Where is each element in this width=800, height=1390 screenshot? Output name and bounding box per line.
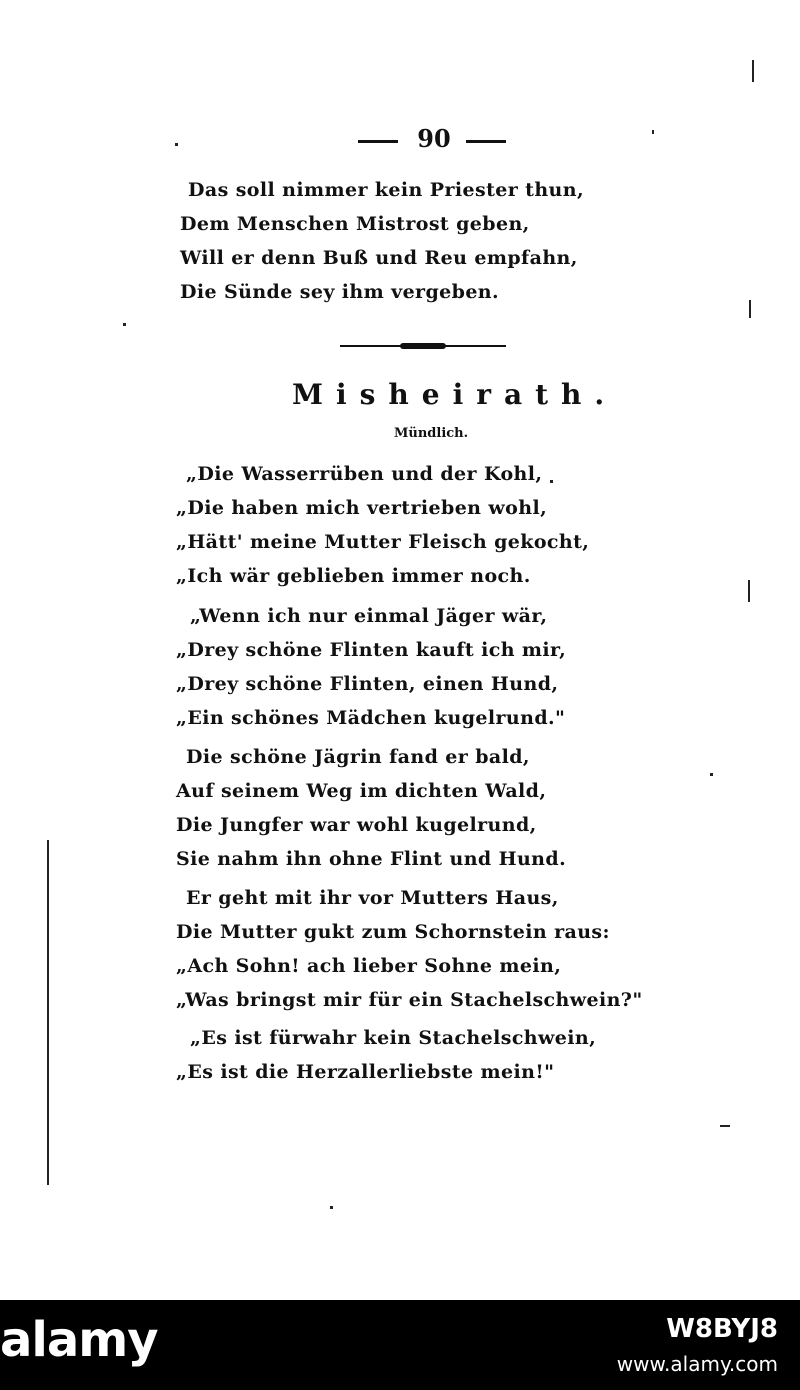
scan-speck (752, 60, 754, 82)
verse-line: „Wenn ich nur einmal Jäger wär, (190, 605, 548, 627)
scan-edge-line (47, 840, 49, 1185)
verse-line: Die Jungfer war wohl kugelrund, (176, 814, 537, 836)
verse-line: Sie nahm ihn ohne Flint und Hund. (176, 848, 567, 870)
page-header (0, 124, 800, 164)
verse-line: Dem Menschen Mistrost geben, (180, 213, 530, 235)
scan-speck (720, 1125, 730, 1127)
watermark-site: www.alamy.com (616, 1352, 778, 1376)
scan-speck (749, 300, 751, 318)
scan-speck (710, 773, 713, 776)
verse-line: „Ein schönes Mädchen kugelrund." (176, 707, 566, 729)
scan-speck (175, 143, 178, 146)
watermark-bar (0, 1300, 800, 1390)
verse-line: „Es ist fürwahr kein Stachelschwein, (190, 1027, 597, 1049)
scan-speck (550, 480, 553, 483)
poem-subtitle: Mündlich. (394, 426, 469, 441)
verse-line: „Ach Sohn! ach lieber Sohne mein, (176, 955, 562, 977)
header-dash-left (358, 140, 398, 143)
verse-line: „Ich wär geblieben immer noch. (176, 565, 531, 587)
page-number: 90 (417, 124, 451, 153)
watermark-image-id: W8BYJ8 (666, 1314, 778, 1344)
verse-line: „Die haben mich vertrieben wohl, (176, 497, 548, 519)
verse-line: Die Sünde sey ihm vergeben. (180, 281, 500, 303)
verse-line: „Es ist die Herzallerliebste mein!" (176, 1061, 555, 1083)
verse-line: Er geht mit ihr vor Mutters Haus, (186, 887, 559, 909)
watermark-logo: alamy (0, 1312, 158, 1368)
verse-line: „Hätt' meine Mutter Fleisch gekocht, (176, 531, 590, 553)
verse-line: „Drey schöne Flinten, einen Hund, (176, 673, 559, 695)
verse-line: „Die Wasserrüben und der Kohl, (186, 463, 543, 485)
scan-speck (330, 1206, 333, 1209)
poem-title: Misheirath. (292, 378, 618, 411)
section-divider (340, 343, 506, 349)
header-dash-right (466, 140, 506, 143)
verse-line: Will er denn Buß und Reu empfahn, (180, 247, 578, 269)
scan-speck (748, 580, 750, 602)
verse-line: Die Mutter gukt zum Schornstein raus: (176, 921, 610, 943)
verse-line: Die schöne Jägrin fand er bald, (186, 746, 530, 768)
scan-speck (123, 323, 126, 326)
verse-line: „Drey schöne Flinten kauft ich mir, (176, 639, 567, 661)
verse-line: „Was bringst mir für ein Stachelschwein?" (176, 989, 643, 1011)
scan-speck (652, 130, 654, 134)
verse-line: Auf seinem Weg im dichten Wald, (176, 780, 547, 802)
verse-line: Das soll nimmer kein Priester thun, (188, 179, 584, 201)
